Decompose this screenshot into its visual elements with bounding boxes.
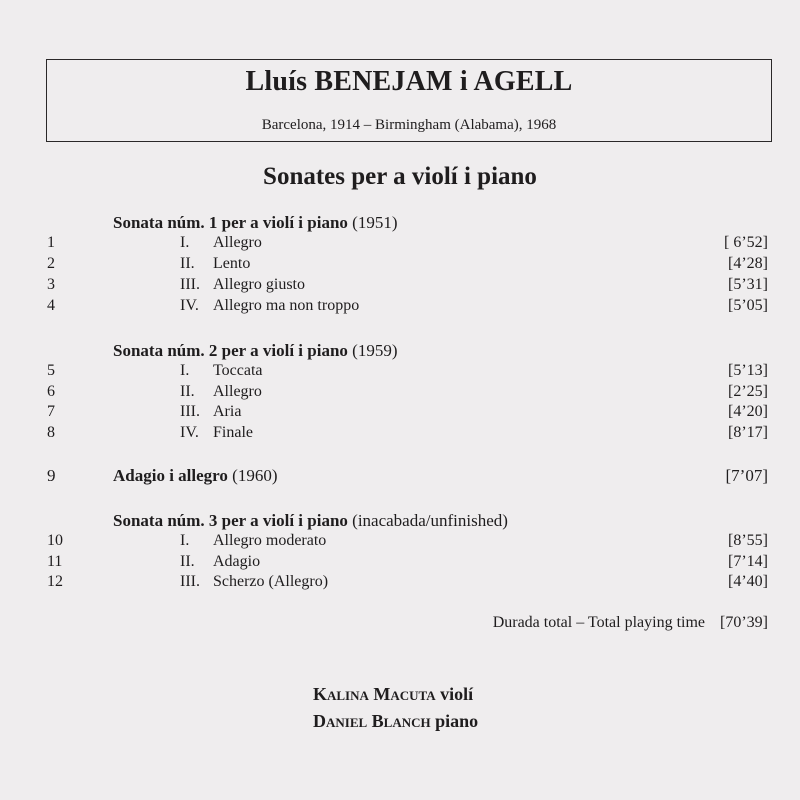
movement-numeral: II. xyxy=(180,383,195,400)
movement-title: Finale xyxy=(213,424,253,441)
performer-piano xyxy=(313,711,478,732)
work-title: Sonata núm. 2 per a violí i piano xyxy=(113,341,348,360)
track-row xyxy=(0,276,800,297)
track-duration: [ 6’52] xyxy=(724,234,768,251)
track-row xyxy=(0,403,800,424)
album-title: Sonates per a violí i piano xyxy=(263,163,537,190)
track-number: 3 xyxy=(47,276,55,293)
movement-numeral: III. xyxy=(180,403,200,420)
performer-role: violí xyxy=(440,684,474,704)
track-row xyxy=(0,424,800,445)
movement-numeral: III. xyxy=(180,573,200,590)
track-duration: [8’55] xyxy=(728,532,768,549)
movement-title: Allegro ma non troppo xyxy=(213,297,360,314)
movement-title: Allegro xyxy=(213,383,262,400)
track-duration: [4’20] xyxy=(728,403,768,420)
track-row xyxy=(0,532,800,553)
movement-title: Toccata xyxy=(213,362,263,379)
track-duration: [4’40] xyxy=(728,573,768,590)
track-duration: [5’31] xyxy=(728,276,768,293)
track-row xyxy=(0,297,800,318)
movement-title: Aria xyxy=(213,403,242,420)
composer-dates: Barcelona, 1914 – Birmingham (Alabama), 1968 xyxy=(261,117,557,133)
performer-violin xyxy=(313,684,473,705)
movement-numeral: II. xyxy=(180,553,195,570)
track-row xyxy=(0,362,800,383)
composer-header-box xyxy=(46,59,772,142)
work-title: Adagio i allegro xyxy=(113,466,228,485)
movement-numeral: I. xyxy=(180,362,190,379)
work-heading-sonata-1 xyxy=(113,213,397,233)
movement-numeral: IV. xyxy=(180,424,199,441)
performer-role: piano xyxy=(435,711,479,731)
track-duration: [4’28] xyxy=(728,255,768,272)
track-duration: [8’17] xyxy=(728,424,768,441)
track-number: 11 xyxy=(47,553,63,570)
work-heading-adagio xyxy=(113,466,278,486)
track-number: 7 xyxy=(47,403,55,420)
performer-name: Daniel Blanch xyxy=(313,711,431,731)
track-row xyxy=(0,383,800,404)
work-detail: (1960) xyxy=(232,466,278,485)
work-heading-sonata-2 xyxy=(113,341,397,361)
composer-name: Lluís BENEJAM i AGELL xyxy=(245,66,573,97)
track-number: 4 xyxy=(47,297,55,314)
movement-title: Allegro xyxy=(213,234,262,251)
track-number: 6 xyxy=(47,383,55,400)
total-duration: [70’39] xyxy=(720,614,768,631)
movement-title: Adagio xyxy=(213,553,261,570)
movement-numeral: II. xyxy=(180,255,195,272)
track-duration: [7’07] xyxy=(725,466,768,485)
track-number: 5 xyxy=(47,362,55,379)
track-row xyxy=(0,573,800,594)
track-duration: [7’14] xyxy=(728,553,768,570)
track-number: 9 xyxy=(47,466,56,485)
movement-title: Allegro moderato xyxy=(213,532,327,549)
work-detail: (1959) xyxy=(352,341,398,360)
track-row xyxy=(0,234,800,255)
total-label: Durada total – Total playing time xyxy=(492,614,705,631)
movement-title: Scherzo (Allegro) xyxy=(213,573,329,590)
track-row xyxy=(0,255,800,276)
work-detail: (1951) xyxy=(352,213,398,232)
track-duration: [2’25] xyxy=(728,383,768,400)
movement-title: Lento xyxy=(213,255,251,272)
movement-title: Allegro giusto xyxy=(213,276,305,293)
performer-name: Kalina Macuta xyxy=(313,684,436,704)
track-row-adagio-i-allegro xyxy=(0,466,800,487)
track-row xyxy=(0,553,800,574)
work-detail: (inacabada/unfinished) xyxy=(352,511,508,530)
work-title: Sonata núm. 1 per a violí i piano xyxy=(113,213,348,232)
track-number: 12 xyxy=(47,573,63,590)
track-number: 8 xyxy=(47,424,55,441)
movement-numeral: I. xyxy=(180,234,190,251)
track-duration: [5’13] xyxy=(728,362,768,379)
track-duration: [5’05] xyxy=(728,297,768,314)
track-number: 2 xyxy=(47,255,55,272)
work-title: Sonata núm. 3 per a violí i piano xyxy=(113,511,348,530)
track-number: 1 xyxy=(47,234,55,251)
movement-numeral: IV. xyxy=(180,297,199,314)
work-heading-sonata-3 xyxy=(113,511,508,531)
track-number: 10 xyxy=(47,532,63,549)
movement-numeral: I. xyxy=(180,532,190,549)
movement-numeral: III. xyxy=(180,276,200,293)
